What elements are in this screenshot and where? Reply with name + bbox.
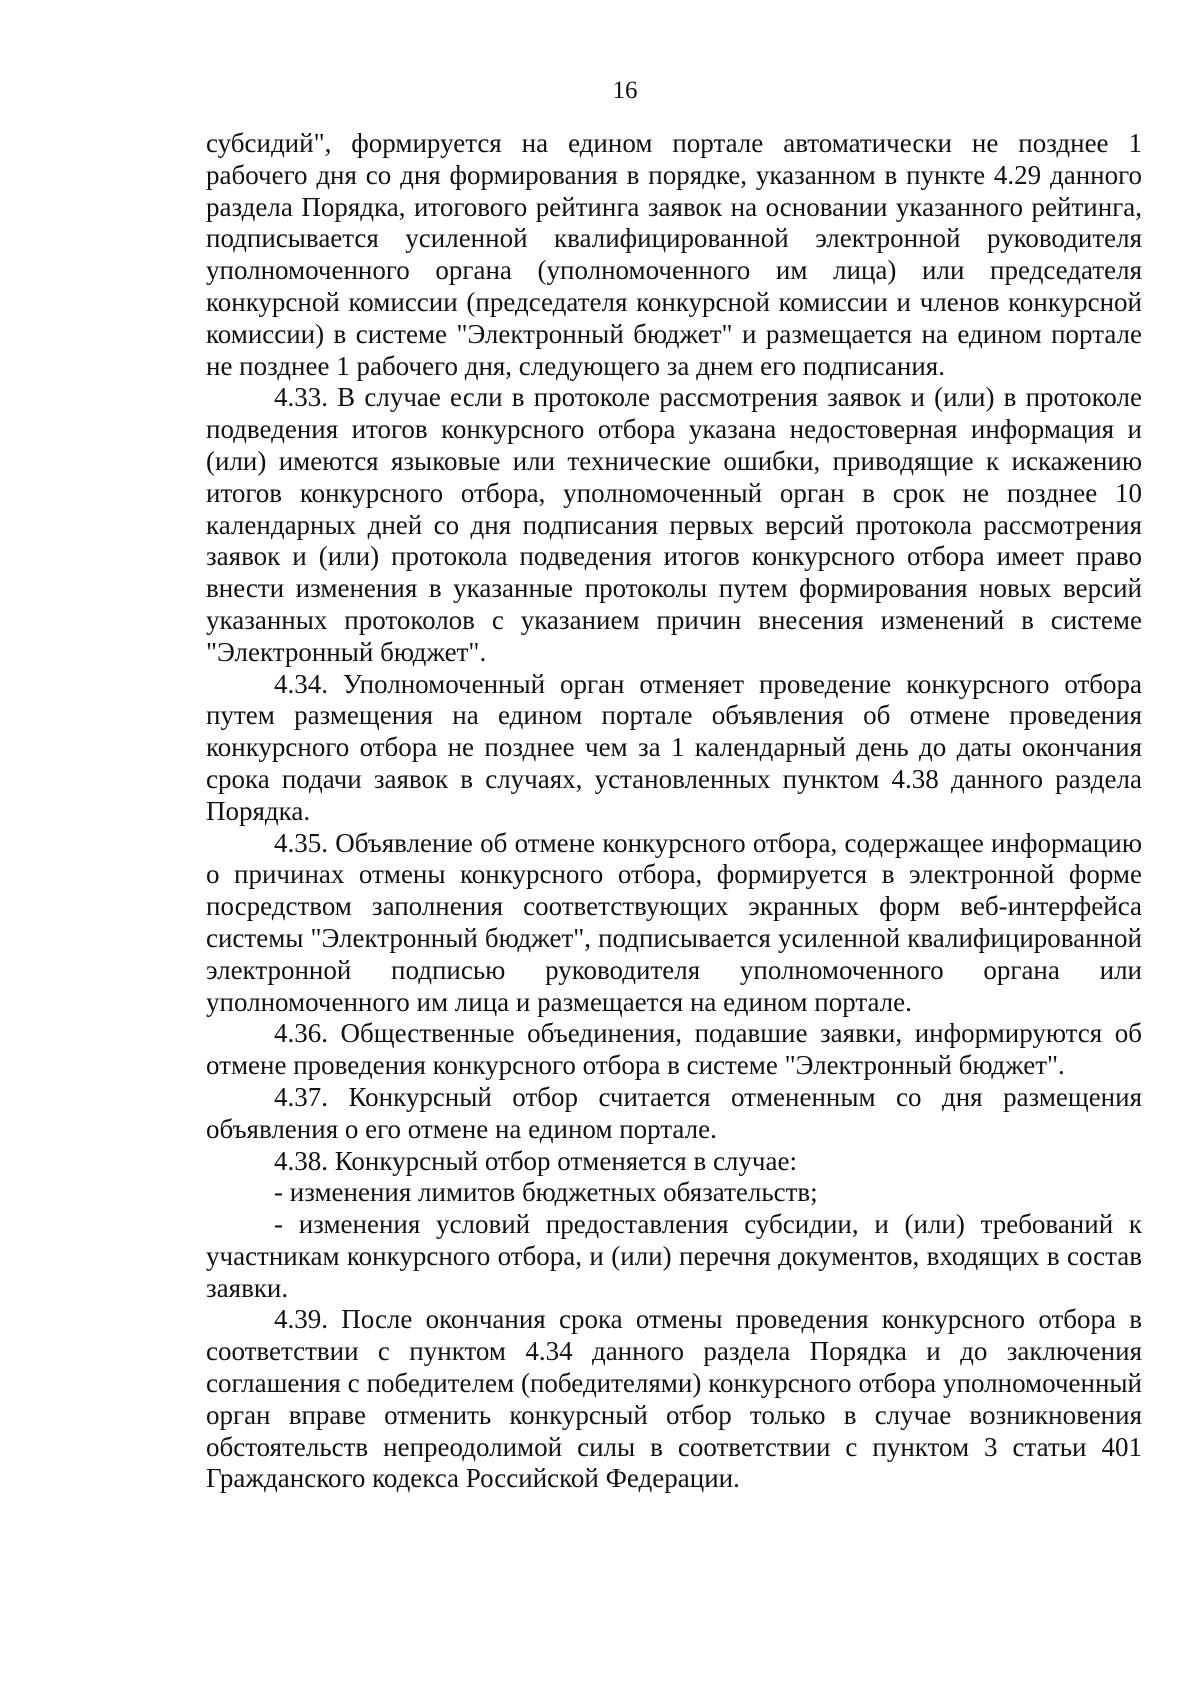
- paragraph-4-33: 4.33. В случае если в протоколе рассмотрения заявок и (или) в протоколе подведения итогов конкурсного отбора указана недостоверная информация и (или) имеются языковые или технические ошибки, приводящие к искажению итогов конкурсного отбора, уполномоченный орган в срок не позднее 10 календарных дней со дня подписания первых версий протокола рассмотрения заявок и (или) протокола подведения итогов конкурсного отбора имеет право внести изменения в указанные протоколы путем формирования новых версий указанных протоколов с указанием причин внесения изменений в системе "Электронный бюджет".: [206, 382, 1142, 667]
- paragraph-4-39: 4.39. После окончания срока отмены проведения конкурсного отбора в соответствии с пунктом 4.34 данного раздела Порядка и до заключения соглашения с победителем (победителями) конкурсного отбора уполномоченный орган вправе отменить конкурсный отбор только в случае возникновения обстоятельств непреодолимой силы в соответствии с пунктом 3 статьи 401 Гражданского кодекса Российской Федерации.: [206, 1304, 1142, 1494]
- list-item-budget-limits: - изменения лимитов бюджетных обязательств;: [274, 1177, 818, 1208]
- page-number: 16: [612, 77, 638, 104]
- paragraph-4-37: 4.37. Конкурсный отбор считается отмененным со дня размещения объявления о его отмене на едином портале.: [206, 1081, 1142, 1144]
- paragraph-4-36: 4.36. Общественные объединения, подавшие заявки, информируются об отмене проведения конкурсного отбора в системе "Электронный бюджет".: [206, 1018, 1142, 1081]
- paragraph-4-38: 4.38. Конкурсный отбор отменяется в случае:: [274, 1145, 797, 1176]
- paragraph-continuation: субсидий", формируется на едином портале автоматически не позднее 1 рабочего дня со дня формирования в порядке, указанном в пункте 4.29 данного раздела Порядка, итогового рейтинга заявок на основании указанного рейтинга, подписывается усиленной квалифицированной электронной руководителя уполномоченного органа (уполномоченного им лица) или председателя конкурсной комиссии (председателя конкурсной комиссии и членов конкурсной комиссии) в системе "Электронный бюджет" и размещается на едином портале не позднее 1 рабочего дня, следующего за днем его подписания.: [206, 128, 1142, 381]
- list-item-subsidy-conditions: - изменения условий предоставления субсидии, и (или) требований к участникам конкурсного отбора, и (или) перечня документов, входящих в состав заявки.: [206, 1209, 1142, 1303]
- paragraph-4-35: 4.35. Объявление об отмене конкурсного отбора, содержащее информацию о причинах отмены конкурсного отбора, формируется в электронной форме посредством заполнения соответствующих экранных форм веб-интерфейса системы "Электронный бюджет", подписывается усиленной квалифицированной электронной подписью руководителя уполномоченного органа или уполномоченного им лица и размещается на едином портале.: [206, 827, 1142, 1017]
- paragraph-4-34: 4.34. Уполномоченный орган отменяет проведение конкурсного отбора путем размещения на едином портале объявления об отмене проведения конкурсного отбора не позднее чем за 1 календарный день до даты окончания срока подачи заявок в случаях, установленных пунктом 4.38 данного раздела Порядка.: [206, 668, 1142, 826]
- document-body: [206, 128, 1142, 1495]
